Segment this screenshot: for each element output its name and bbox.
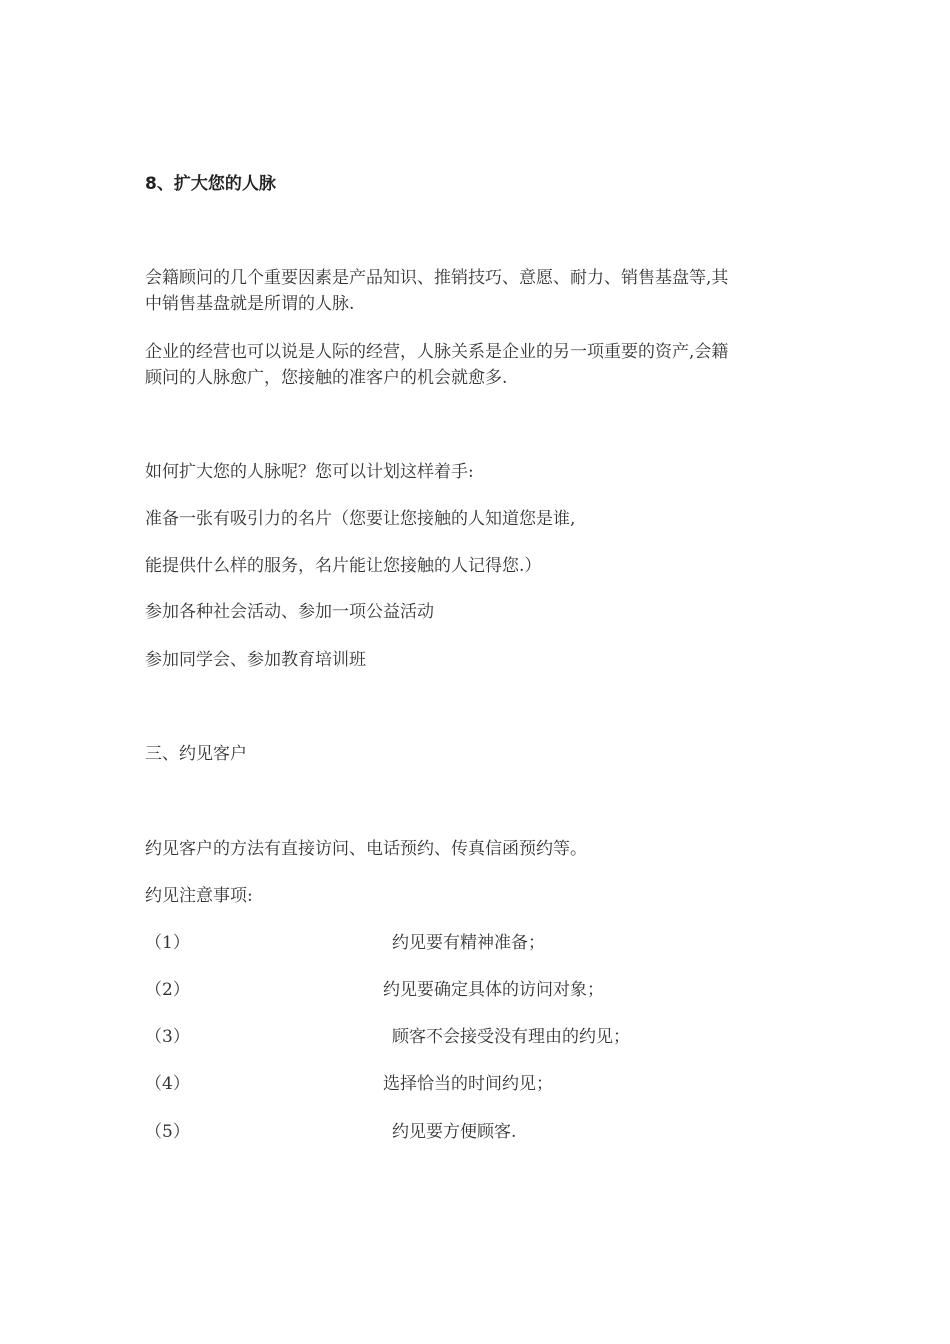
paragraph-line: 顾问的人脉愈广，您接触的准客户的机会就愈多. xyxy=(145,368,508,388)
how-to-text: 如何扩大您的人脉呢？您可以计划这样着手: xyxy=(145,462,474,482)
tip-line: 参加同学会、参加教育培训班 xyxy=(145,650,366,670)
note-text: 顾客不会接受没有理由的约见； xyxy=(392,1027,630,1047)
paragraph-line: 中销售基盘就是所谓的人脉. xyxy=(145,294,355,314)
note-number: （2） xyxy=(145,980,190,1000)
note-text: 约见要确定具体的访问对象； xyxy=(383,980,604,1000)
notes-title: 约见注意事项: xyxy=(145,886,253,906)
section-title-appointment: 三、约见客户 xyxy=(145,744,247,764)
paragraph-line: 会籍顾问的几个重要因素是产品知识、推销技巧、意愿、耐力、销售基盘等,其 xyxy=(145,268,729,288)
tip-line: 准备一张有吸引力的名片（您要让您接触的人知道您是谁, xyxy=(145,509,576,529)
tip-line: 能提供什么样的服务，名片能让您接触的人记得您.） xyxy=(145,556,542,576)
note-number: （3） xyxy=(145,1027,190,1047)
note-text: 选择恰当的时间约见； xyxy=(383,1074,553,1094)
methods-text: 约见客户的方法有直接访问、电话预约、传真信函预约等。 xyxy=(145,839,587,859)
note-number: （4） xyxy=(145,1074,190,1094)
note-number: （5） xyxy=(145,1122,190,1142)
paragraph-line: 企业的经营也可以说是人际的经营，人脉关系是企业的另一项重要的资产,会籍 xyxy=(145,342,729,362)
tip-line: 参加各种社会活动、参加一项公益活动 xyxy=(145,602,434,622)
section-heading-expand-network: 8、扩大您的人脉 xyxy=(145,174,276,194)
note-text: 约见要有精神准备； xyxy=(392,933,545,953)
note-number: （1） xyxy=(145,933,190,953)
note-text: 约见要方便顾客. xyxy=(392,1122,517,1142)
